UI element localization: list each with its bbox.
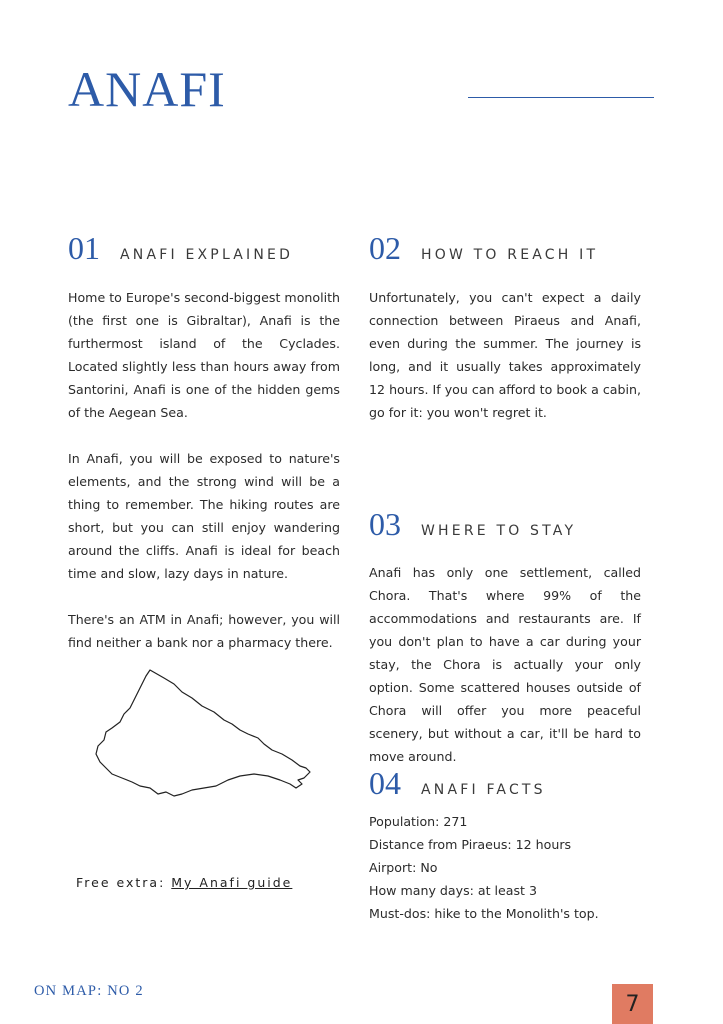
fact-must-dos: Must-dos: hike to the Monolith's top. bbox=[369, 906, 599, 921]
section-02-title: HOW TO REACH IT bbox=[421, 247, 599, 263]
section-03-body bbox=[369, 561, 641, 791]
section-02-number: 02 bbox=[369, 230, 401, 266]
section-03-header bbox=[369, 506, 576, 543]
page-title: ANAFI bbox=[68, 61, 226, 117]
section-01-title: ANAFI EXPLAINED bbox=[120, 247, 294, 263]
page-number-box bbox=[612, 984, 653, 1024]
section-02-body bbox=[369, 286, 641, 447]
anafi-guide-link[interactable]: My Anafi guide bbox=[171, 875, 293, 890]
section-01-body bbox=[68, 286, 340, 677]
free-extra-label: Free extra: bbox=[76, 875, 172, 890]
section-02-paragraph: Unfortunately, you can't expect a daily connection between Piraeus and Anafi, even during the summer. The journey is long, and it usually takes approximately 12 hours. If you can afford to book a cabin, go for it: you won't regret it. bbox=[369, 290, 641, 420]
fact-population: Population: 271 bbox=[369, 814, 468, 829]
section-02-header bbox=[369, 230, 598, 267]
section-01-header bbox=[68, 230, 293, 267]
island-outline-icon bbox=[92, 668, 314, 800]
section-03-title: WHERE TO STAY bbox=[421, 523, 577, 539]
section-01-paragraph: In Anafi, you will be exposed to nature's elements, and the strong wind will be a thing to remember. The hiking routes are short, but you can still enjoy wandering around the cliffs. Anafi is ideal for beach time and slow, lazy days in nature. bbox=[68, 451, 340, 581]
section-04-header bbox=[369, 765, 546, 802]
free-extra bbox=[76, 875, 292, 890]
fact-days: How many days: at least 3 bbox=[369, 883, 538, 898]
on-map-label: ON MAP: NO 2 bbox=[34, 983, 144, 999]
anafi-map-icon bbox=[92, 668, 314, 800]
section-01-number: 01 bbox=[68, 230, 100, 266]
section-03-number: 03 bbox=[369, 506, 401, 542]
title-divider bbox=[468, 97, 654, 98]
page-number: 7 bbox=[625, 991, 640, 1017]
fact-airport: Airport: No bbox=[369, 860, 438, 875]
facts-list bbox=[369, 810, 641, 925]
section-04-number: 04 bbox=[369, 765, 401, 801]
fact-distance: Distance from Piraeus: 12 hours bbox=[369, 837, 572, 852]
section-03-paragraph: Anafi has only one settlement, called Chora. That's where 99% of the accommodations and restaurants are. If you don't plan to have a car during your stay, the Chora is actually your only option. Some scattered houses outside of Chora will offer you more peaceful scenery, but without a car, it'll be hard to move around. bbox=[369, 565, 641, 764]
section-01-paragraph: Home to Europe's second-biggest monolith (the first one is Gibraltar), Anafi is the furthermost island of the Cyclades. Located slightly less than hours away from Santorini, Anafi is one of the hidden gems of the Aegean Sea. bbox=[68, 290, 340, 420]
section-04-title: ANAFI FACTS bbox=[421, 782, 546, 798]
section-01-paragraph: There's an ATM in Anafi; however, you will find neither a bank nor a pharmacy there. bbox=[68, 612, 340, 650]
